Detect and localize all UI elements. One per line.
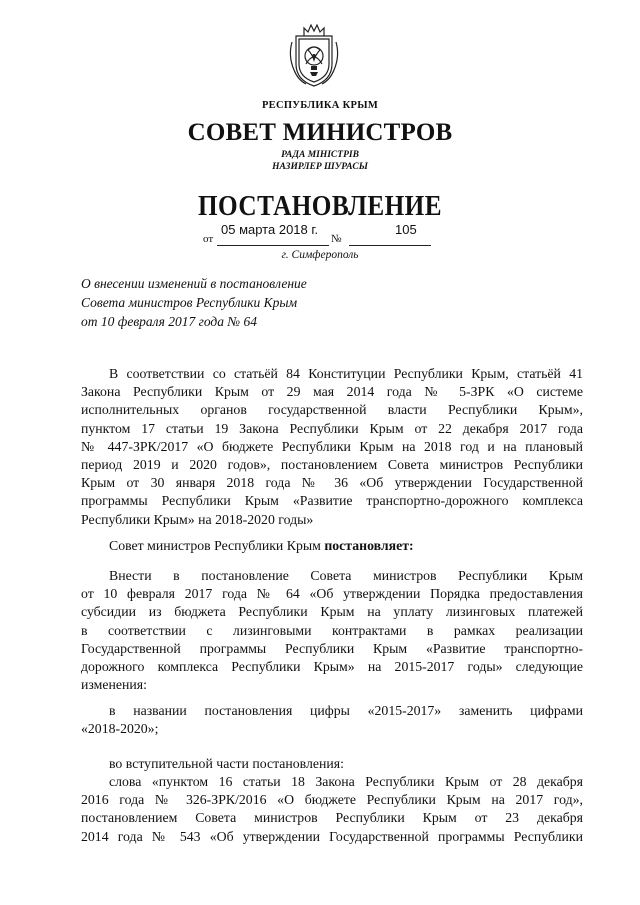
words-replacement-paragraph (81, 773, 583, 846)
number-underline (349, 245, 431, 246)
text-line: слова «пунктом 16 статьи 18 Закона Республики Крым от 28 декабря (109, 774, 583, 789)
text-line: В соответствии со статьёй 84 Конституции Республики Крым, статьёй 41 (109, 366, 583, 381)
text-line: от 10 февраля 2017 года № 64 «Об утверждении Порядка предоставления (81, 586, 583, 602)
text-line: Внести в постановление Совета министров Республики Крым (109, 568, 583, 583)
council-title: СОВЕТ МИНИСТРОВ (187, 119, 453, 146)
text-line: исполнительных органов государственной власти Республики Крым», (81, 402, 583, 418)
text-line: Республики Крым» на 2018-2020 годы» (81, 511, 314, 527)
text-line: Государственной программы Республики Крым «Развитие транспортно- (81, 640, 583, 656)
title-change-paragraph (81, 702, 583, 738)
text-line: период 2019 и 2020 годов», постановлением Совета министров Республики (81, 457, 583, 473)
subject-line: О внесении изменений в постановление (81, 276, 307, 291)
text-line: программы Республики Крым «Развитие транспортно-дорожного комплекса (81, 493, 583, 509)
date-prefix: от (203, 233, 214, 245)
resolves-paragraph (81, 537, 583, 555)
text-line: в названии постановления цифры «2015-2017» заменить цифрами (109, 703, 583, 718)
subject-line: от 10 февраля 2017 года № 64 (81, 314, 257, 329)
council-title-crimean-tatar: НАЗИРЛЕР ШУРАСЫ (272, 162, 368, 172)
date-underline (217, 245, 329, 246)
text-line: дорожного комплекса Республики Крым» на 2015-2017 годы» следующие (81, 659, 583, 675)
text-line: постановлением Совета министров Республики Крым от 23 декабря (81, 810, 583, 826)
text-line: Закона Республики Крым от 29 мая 2014 года № 5-ЗРК «О системе (81, 384, 583, 400)
coat-of-arms-emblem (286, 20, 342, 90)
text-line: в соответствии с лизинговыми контрактами в рамках реализации (81, 622, 583, 638)
subject-line: Совета министров Республики Крым (81, 295, 298, 310)
text-line: изменения: (81, 677, 147, 693)
text-line: 2016 года № 326-ЗРК/2016 «О бюджете Республики Крым на 2017 год», (81, 792, 583, 808)
amendment-paragraph (81, 567, 583, 694)
text-line: Крым от 30 января 2018 года № 36 «Об утверждении Государственной (81, 475, 583, 491)
document-subject (81, 274, 307, 331)
text-line: субсидии из бюджета Республики Крым на уплату лизинговых платежей (81, 604, 583, 620)
city-label: г. Симферополь (281, 249, 359, 261)
document-type-title: ПОСТАНОВЛЕНИЕ (198, 191, 442, 222)
number-prefix: № (331, 233, 342, 245)
text-line: № 447-ЗРК/2017 «О бюджете Республики Крым на 2018 год и на плановый (81, 438, 583, 454)
resolves-keyword: постановляет: (324, 538, 414, 553)
text-line: 2014 года № 543 «Об утверждении Государственной программы Республики (81, 828, 583, 844)
intro-part-paragraph: во вступительной части постановления: (109, 756, 344, 771)
text-line: «2018-2020»; (81, 721, 159, 737)
document-date: 05 марта 2018 г. (221, 222, 319, 237)
document-number: 105 (395, 222, 417, 237)
council-title-ukrainian: РАДА МІНІСТРІВ (281, 150, 359, 160)
text-line: пунктом 17 статьи 19 Закона Республики Крым от 22 декабря 2017 года (81, 420, 583, 436)
republic-label: РЕСПУБЛИКА КРЫМ (261, 100, 379, 111)
resolves-text: Совет министров Республики Крым (109, 538, 325, 553)
date-number-line (203, 223, 443, 247)
preamble-paragraph (81, 365, 583, 529)
